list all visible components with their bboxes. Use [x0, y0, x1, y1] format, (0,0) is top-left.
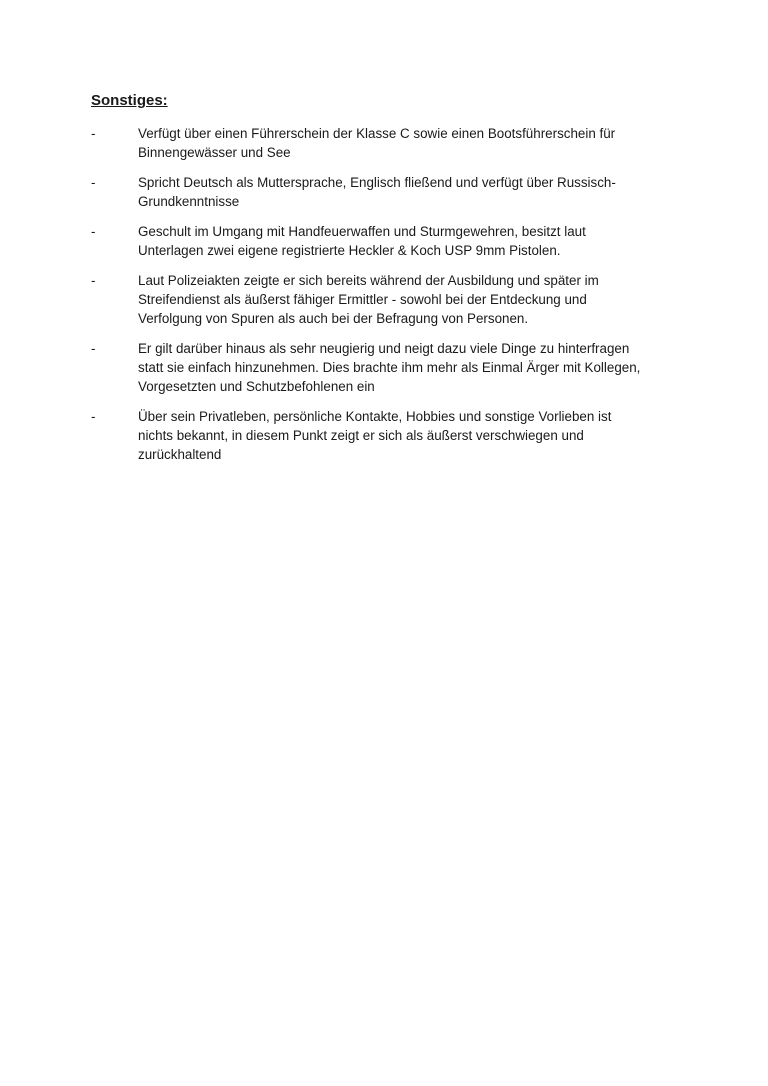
list-item: [91, 271, 661, 328]
list-item: [91, 407, 661, 464]
section-heading: Sonstiges:: [91, 92, 168, 109]
list-item: [91, 339, 661, 396]
list-item-text: Spricht Deutsch als Muttersprache, Englisch fließend und verfügt über Russisch- Grundkenntnisse: [138, 175, 616, 209]
bullet-dash: -: [91, 175, 96, 190]
list-item-text: Er gilt darüber hinaus als sehr neugierig und neigt dazu viele Dinge zu hinterfragen statt sie einfach hinzunehmen. Dies brachte ihm mehr als Einmal Ärger mit Kollegen, Vorgesetzten und Schutzbefohlenen ein: [138, 341, 641, 394]
bullet-dash: -: [91, 273, 96, 288]
list-item: [91, 173, 661, 211]
list-item: [91, 222, 661, 260]
list-item-text: Über sein Privatleben, persönliche Kontakte, Hobbies und sonstige Vorlieben ist nichts bekannt, in diesem Punkt zeigt er sich als äußerst verschwiegen und zurückhaltend: [138, 409, 612, 462]
bullet-dash: -: [91, 126, 96, 141]
list-item-text: Laut Polizeiakten zeigte er sich bereits während der Ausbildung und später im Streifendienst als äußerst fähiger Ermittler - sowohl bei der Entdeckung und Verfolgung von Spuren als auch bei der Befragung von Personen.: [138, 273, 599, 326]
list-item-text: Verfügt über einen Führerschein der Klasse C sowie einen Bootsführerschein für Binnengewässer und See: [138, 126, 616, 160]
list-item-text: Geschult im Umgang mit Handfeuerwaffen und Sturmgewehren, besitzt laut Unterlagen zwei eigene registrierte Heckler & Koch USP 9mm Pistolen.: [138, 224, 586, 258]
bullet-dash: -: [91, 409, 96, 424]
bullet-dash: -: [91, 224, 96, 239]
list-item: [91, 124, 661, 162]
bullet-list: [91, 124, 661, 475]
bullet-dash: -: [91, 341, 96, 356]
